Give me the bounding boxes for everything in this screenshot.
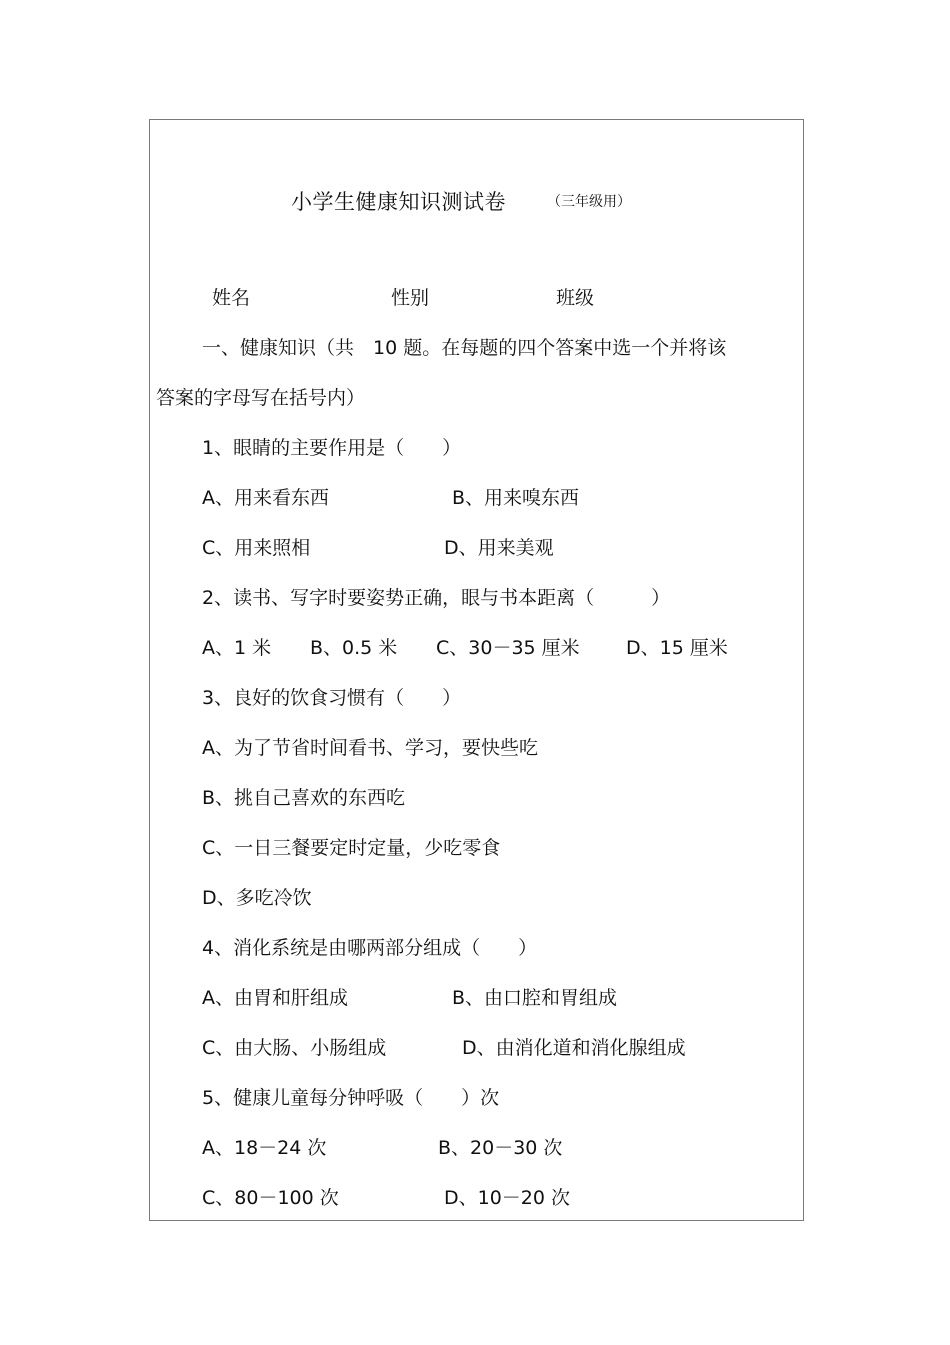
question-3: 3、良好的饮食习惯有（ ） bbox=[202, 687, 462, 709]
question-1-option-c: C、用来照相 bbox=[202, 537, 311, 559]
question-1-option-a: A、用来看东西 bbox=[202, 487, 329, 509]
question-3-option-d: D、多吃冷饮 bbox=[202, 887, 312, 909]
question-1: 1、眼睛的主要作用是（ ） bbox=[202, 437, 462, 459]
question-3-option-c: C、一日三餐要定时定量，少吃零食 bbox=[202, 837, 501, 859]
question-5-option-d: D、10－20 次 bbox=[444, 1187, 571, 1209]
question-5: 5、健康儿童每分钟呼吸（ ）次 bbox=[202, 1087, 500, 1109]
question-1-option-b: B、用来嗅东西 bbox=[452, 487, 580, 509]
page-subtitle: （三年级用） bbox=[547, 194, 631, 210]
gender-field-label: 性别 bbox=[391, 287, 430, 309]
class-field-label: 班级 bbox=[556, 287, 595, 309]
section-heading: 一、健康知识（共 10 题。在每题的四个答案中选一个并将该 bbox=[202, 337, 727, 359]
question-2: 2、读书、写字时要姿势正确，眼与书本距离（ ） bbox=[202, 587, 671, 609]
question-4: 4、消化系统是由哪两部分组成（ ） bbox=[202, 937, 538, 959]
question-3-option-b: B、挑自己喜欢的东西吃 bbox=[202, 787, 406, 809]
question-4-option-a: A、由胃和肝组成 bbox=[202, 987, 348, 1009]
question-5-option-c: C、80－100 次 bbox=[202, 1187, 339, 1209]
question-5-option-a: A、18－24 次 bbox=[202, 1137, 327, 1159]
question-3-option-a: A、为了节省时间看书、学习，要快些吃 bbox=[202, 737, 538, 759]
question-2-option-b: B、0.5 米 bbox=[310, 637, 398, 659]
question-5-option-b: B、20－30 次 bbox=[438, 1137, 563, 1159]
question-2-option-c: C、30－35 厘米 bbox=[436, 637, 580, 659]
question-2-option-a: A、1 米 bbox=[202, 637, 272, 659]
page-title: 小学生健康知识测试卷 bbox=[291, 190, 506, 214]
name-field-label: 姓名 bbox=[212, 287, 251, 309]
question-4-option-d: D、由消化道和消化腺组成 bbox=[462, 1037, 686, 1059]
question-1-option-d: D、用来美观 bbox=[444, 537, 554, 559]
section-heading-continued: 答案的字母写在括号内） bbox=[156, 387, 366, 409]
question-4-option-b: B、由口腔和胃组成 bbox=[452, 987, 618, 1009]
question-2-option-d: D、15 厘米 bbox=[626, 637, 728, 659]
question-4-option-c: C、由大肠、小肠组成 bbox=[202, 1037, 387, 1059]
